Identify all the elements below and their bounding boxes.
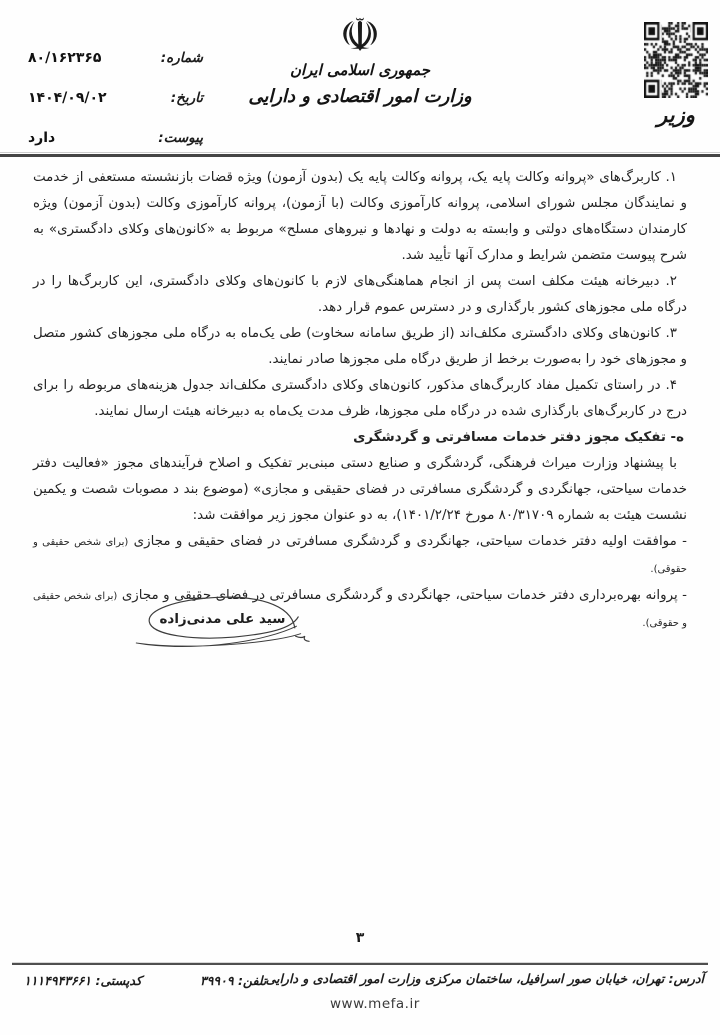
section-heading: ه- تفکیک مجوز دفتر خدمات مسافرتی و گردشگری xyxy=(353,430,684,445)
paragraph-3: ۳. کانون‌های وکلای دادگستری مکلف‌اند (از طریق سامانه سخاوت) طی یک‌ماه به درگاه ملی مجوزهای کشور متصل و مجوزهای خود را به‌صورت برخط از طریق درگاه ملی مجوزها صادر نمایند. xyxy=(33,326,687,367)
page-number: ۳ xyxy=(355,930,365,946)
section-intro: با پیشنهاد وزارت میراث فرهنگی، گردشگری و صنایع دستی مبنی‌بر تفکیک و اصلاح فرآیندهای مجوز «فعالیت دفتر خدمات سیاحتی، جهانگردی و گردشگری مسافرتی در فضای حقیقی و مجازی» (موضوع بند د مصوبات شصت و یکمین نشست هیئت به شماره ۸۰/۳۱۷۰۹ مورخ ۱۴۰۱/۲/۲۴)، به دو عنوان مجوز زیر موافقت شد: xyxy=(33,456,687,523)
number-value: ۸۰/۱۶۲۳۶۵ xyxy=(28,50,102,66)
footer-website: www.mefa.ir xyxy=(330,996,420,1012)
bullet-2-text: - پروانه بهره‌برداری دفتر خدمات سیاحتی، جهانگردی و گردشگری مسافرتی در فضای حقیقی و مجازی xyxy=(117,588,687,603)
country-title: جمهوری اسلامی ایران xyxy=(289,61,431,79)
bullet-1-note: (برای شخص حقیقی و حقوقی). xyxy=(33,537,687,575)
attachment-label: پیوست: xyxy=(158,130,203,146)
date-value: ۱۴۰۴/۰۹/۰۲ xyxy=(28,90,107,106)
footer-phone xyxy=(200,973,266,988)
paragraph-1: ۱. کاربرگ‌های «پروانه وکالت پایه یک، پروانه وکالت پایه یک (بدون آزمون) ویژه قضات بازنشسته مستعفی از خدمت و نمایندگان مجلس شورای اسلامی، پروانه کارآموزی وکالت (با آزمون)، پروانه کارآموزی وکالت (بدون آزمون) ویژه کارمندان دستگاه‌های دولتی و وابسته به دولت و نهادها و نیروهای مسلح» مربوط به «کانون‌های وکلای دادگستری» به شرح پیوست متضمن شرایط و مدارک آنها تأیید شد. xyxy=(33,170,687,263)
footer-address xyxy=(266,971,704,986)
bullet-item-1 xyxy=(33,529,687,583)
address-value: تهران، خیابان صور اسرافیل، ساختمان مرکزی وزارت امور اقتصادی و دارایی xyxy=(265,971,665,986)
ministry-title: وزارت امور اقتصادی و دارایی xyxy=(248,86,472,107)
number-label: شماره: xyxy=(160,50,203,66)
field-date xyxy=(28,78,203,118)
address-label: آدرس: xyxy=(668,971,704,986)
paragraph-4: ۴. در راستای تکمیل مفاد کاربرگ‌های مذکور، کانون‌های وکلای دادگستری مکلف‌اند جدول هزینه‌های مربوطه را برای درج در کاربرگ‌های بارگذاری شده در درگاه ملی مجوزها، ظرف مدت یک‌ماه به دبیرخانه هیئت ارسال نمایند. xyxy=(33,378,687,419)
attachment-value: دارد xyxy=(28,130,56,146)
qr-code-icon xyxy=(644,22,708,98)
paragraph-2: ۲. دبیرخانه هیئت مکلف است پس از انجام هماهنگی‌های لازم با کانون‌های وکلای دادگستری، این کاربرگ‌ها را در درگاه ملی مجوزهای کشور بارگذاری و در دسترس عموم قرار دهد. xyxy=(33,274,687,315)
minister-title: وزیر xyxy=(657,103,695,127)
header-meta-fields xyxy=(28,38,203,158)
date-label: تاریخ: xyxy=(170,90,203,106)
letter-body xyxy=(33,165,687,637)
postal-label: کدپستی: xyxy=(95,973,142,988)
header-divider xyxy=(0,152,720,157)
postal-value: ۱۱۱۴۹۴۳۶۶۱ xyxy=(24,973,92,988)
phone-label: تلفن: xyxy=(237,973,267,988)
letterhead xyxy=(200,8,520,107)
signature-flourish-icon xyxy=(130,588,315,666)
field-number xyxy=(28,38,203,78)
footer-postal xyxy=(24,973,142,988)
header-right xyxy=(640,22,712,127)
signature-name: سید علی مدنی‌زاده xyxy=(159,611,286,627)
bullet-2-note: (برای شخص حقیقی و حقوقی). xyxy=(33,591,687,629)
footer-divider xyxy=(12,962,708,965)
bullet-1-text: - موافقت اولیه دفتر خدمات سیاحتی، جهانگردی و گردشگری مسافرتی در فضای حقیقی و مجازی xyxy=(128,534,687,549)
iran-emblem-icon: ☫ xyxy=(339,8,381,62)
phone-value: ۳۹۹۰۹ xyxy=(200,973,234,988)
signature xyxy=(130,588,315,666)
